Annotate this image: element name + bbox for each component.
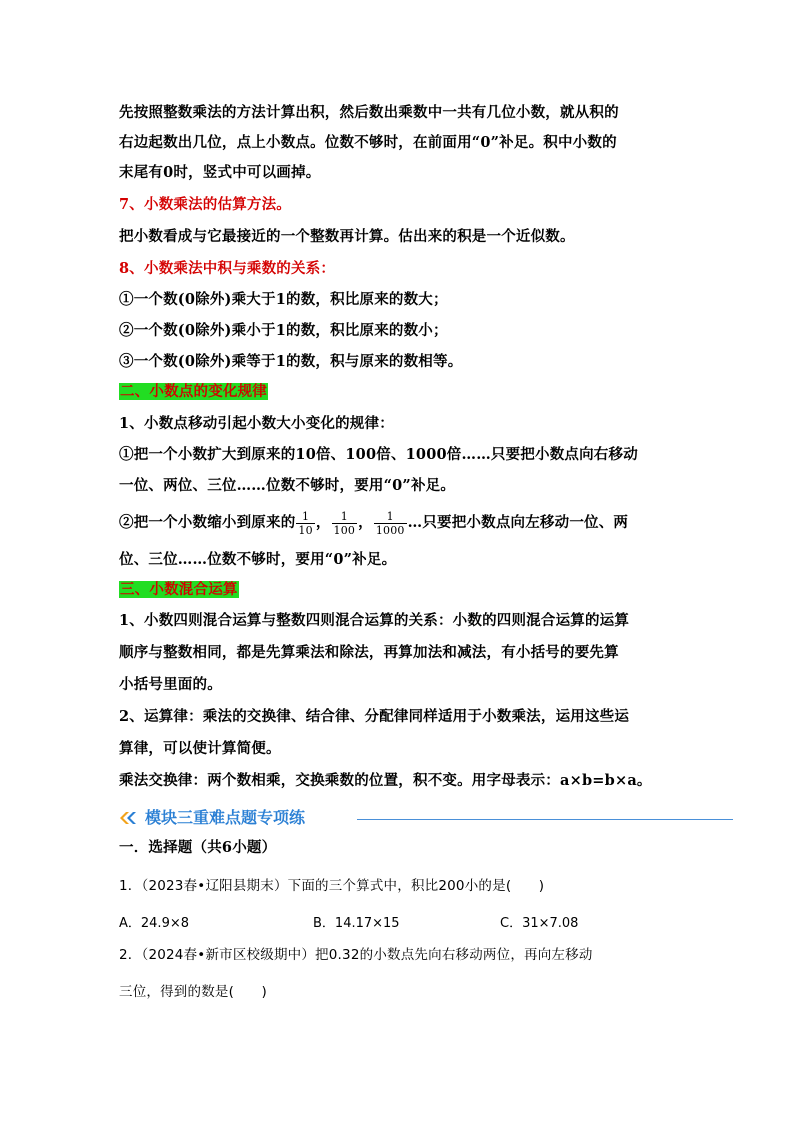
text-segment: …只要把小数点向左移动一位、两 bbox=[407, 514, 629, 531]
heading-product-relation: 8、小数乘法中积与乘数的关系： bbox=[119, 260, 336, 277]
fraction-numerator: 1 bbox=[296, 510, 314, 524]
module-title: 模块三重难点题专项练 bbox=[145, 808, 306, 827]
section-heading-3 bbox=[119, 580, 239, 600]
paragraph-line: 乘法交换律：两个数相乘，交换乘数的位置，积不变。用字母表示：a×b=b×a。 bbox=[119, 772, 652, 789]
heading-estimation: 7、小数乘法的估算方法。 bbox=[119, 196, 291, 213]
paragraph-line-fractions bbox=[119, 508, 628, 538]
paragraph-line: 2、运算律：乘法的交换律、结合律、分配律同样适用于小数乘法，运用这些运 bbox=[119, 708, 630, 725]
rule-item: ②一个数(0除外)乘小于1的数，积比原来的数小； bbox=[119, 322, 448, 339]
fraction-denominator: 100 bbox=[333, 523, 356, 537]
option-a: A．24.9×8 bbox=[119, 916, 190, 931]
fraction-numerator: 1 bbox=[374, 510, 407, 524]
paragraph-line: 小括号里面的。 bbox=[119, 676, 222, 693]
question-2-line: 三位，得到的数是( ) bbox=[119, 984, 267, 1000]
question-section-header: 一．选择题（共6小题） bbox=[119, 839, 277, 856]
fraction-denominator: 10 bbox=[298, 523, 313, 537]
divider bbox=[357, 819, 733, 820]
paragraph-line: ①把一个小数扩大到原来的10倍、100倍、1000倍……只要把小数点向右移动 bbox=[119, 446, 638, 463]
rule-item: ③一个数(0除外)乘等于1的数，积与原来的数相等。 bbox=[119, 353, 463, 370]
paragraph-line: 顺序与整数相同，都是先算乘法和除法，再算加法和减法，有小括号的要先算 bbox=[119, 644, 619, 661]
text-segment: ②把一个小数缩小到原来的 bbox=[119, 514, 296, 531]
paragraph-line: 把小数看成与它最接近的一个整数再计算。估出来的积是一个近似数。 bbox=[119, 228, 575, 245]
separator: ， bbox=[315, 514, 331, 531]
paragraph-line: 一位、两位、三位……位数不够时，要用“0”补足。 bbox=[119, 477, 456, 494]
fraction-denominator: 1000 bbox=[375, 523, 405, 537]
rule-item: ①一个数(0除外)乘大于1的数，积比原来的数大； bbox=[119, 291, 448, 308]
option-b: B．14.17×15 bbox=[313, 916, 400, 931]
paragraph-line: 算律，可以使计算简便。 bbox=[119, 740, 281, 757]
paragraph-line: 1、小数点移动引起小数大小变化的规律： bbox=[119, 415, 394, 432]
option-c: C．31×7.08 bbox=[500, 916, 579, 931]
question-2-line: 2．（2024春•新市区校级期中）把0.32的小数点先向右移动两位，再向左移动 bbox=[119, 947, 593, 963]
fraction bbox=[296, 510, 314, 537]
fraction bbox=[374, 510, 407, 537]
paragraph-line: 位、三位……位数不够时，要用“0”补足。 bbox=[119, 551, 397, 568]
section-heading-2 bbox=[119, 382, 268, 402]
paragraph-line: 1、小数四则混合运算与整数四则混合运算的关系：小数的四则混合运算的运算 bbox=[119, 612, 630, 629]
separator: ， bbox=[358, 514, 373, 531]
paragraph-line: 先按照整数乘法的方法计算出积，然后数出乘数中一共有几位小数，就从积的 bbox=[119, 104, 619, 121]
paragraph-line: 右边起数出几位，点上小数点。位数不够时，在前面用“0”补足。积中小数的 bbox=[119, 134, 617, 151]
double-chevron-icon bbox=[119, 809, 141, 827]
fraction-numerator: 1 bbox=[332, 510, 358, 524]
fraction bbox=[332, 510, 358, 537]
highlight-text: 二、小数点的变化规律 bbox=[120, 383, 267, 400]
question-1: 1．（2023春•辽阳县期末）下面的三个算式中，积比200小的是( ) bbox=[119, 878, 545, 894]
paragraph-line: 末尾有0时，竖式中可以画掉。 bbox=[119, 164, 321, 181]
highlight-text: 三、小数混合运算 bbox=[120, 581, 238, 598]
module-header bbox=[119, 806, 619, 830]
